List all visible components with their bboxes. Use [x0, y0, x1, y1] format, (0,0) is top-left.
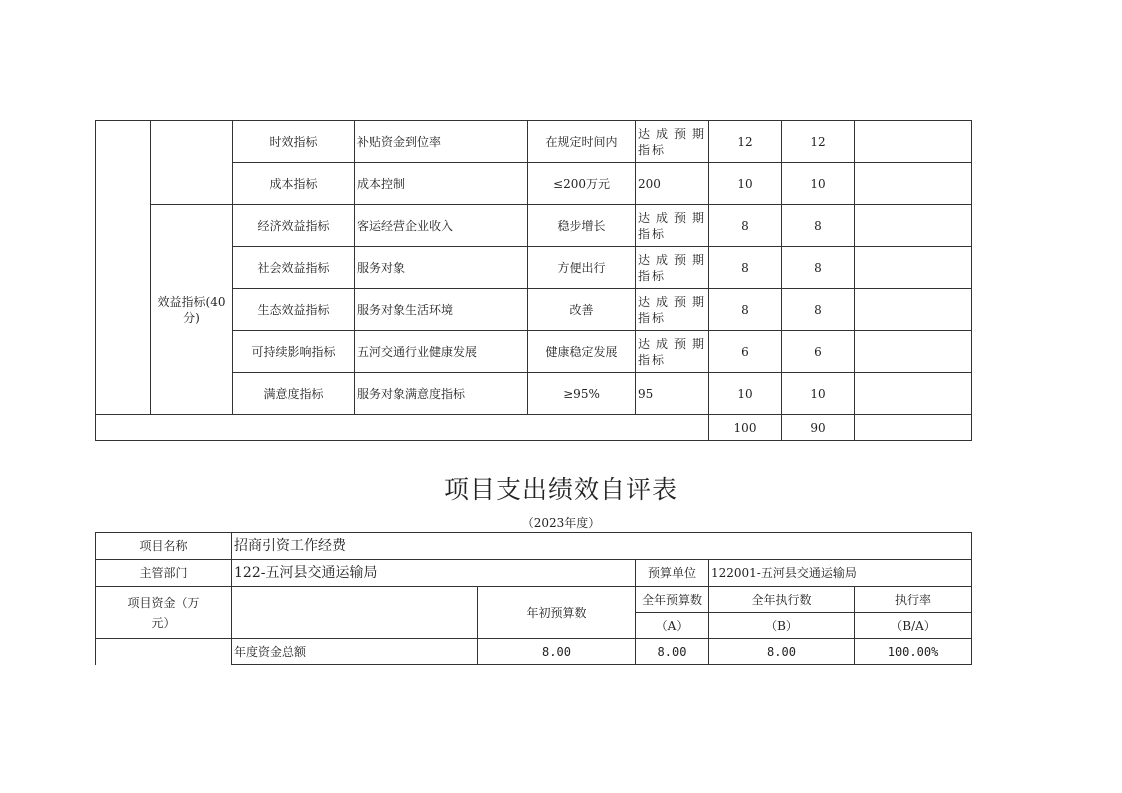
target-cell: 稳步增长: [528, 205, 636, 247]
weight-cell: 10: [709, 163, 782, 205]
weight-cell: 6: [709, 331, 782, 373]
actual-cell: 达成预期指标: [636, 331, 709, 373]
weight-cell: 8: [709, 205, 782, 247]
level3-cell: 服务对象: [355, 247, 528, 289]
note-cell: [855, 163, 972, 205]
fund-label-text: 项目资金（万元）: [127, 595, 200, 630]
col-initial-header: 年初预算数: [478, 587, 636, 639]
note-cell: [855, 121, 972, 163]
level3-cell: 服务对象满意度指标: [355, 373, 528, 415]
dept-value: 122-五河县交通运输局: [232, 560, 636, 587]
target-cell: ≥95%: [528, 373, 636, 415]
target-cell: 改善: [528, 289, 636, 331]
score-cell: 12: [782, 121, 855, 163]
target-cell: ≤200万元: [528, 163, 636, 205]
level3-cell: 成本控制: [355, 163, 528, 205]
fund-label-tail: [96, 639, 232, 665]
table-row: [96, 533, 972, 560]
score-cell: 8: [782, 289, 855, 331]
total-note-cell: [855, 415, 972, 441]
actual-cell: 95: [636, 373, 709, 415]
table-row: [96, 205, 972, 247]
total-rate-value: 100.00%: [855, 639, 972, 665]
level2-cell: 经济效益指标: [233, 205, 355, 247]
actual-cell: 达成预期指标: [636, 205, 709, 247]
project-name-value: 招商引资工作经费: [232, 533, 972, 560]
level3-cell: 客运经营企业收入: [355, 205, 528, 247]
report-year: （2023年度）: [521, 516, 601, 530]
total-weight-cell: 100: [709, 415, 782, 441]
level2-cell: 成本指标: [233, 163, 355, 205]
actual-cell: 200: [636, 163, 709, 205]
total-initial-value: 8.00: [478, 639, 636, 665]
total-annual-value: 8.00: [636, 639, 709, 665]
document-title: 项目支出绩效自评表: [443, 475, 678, 504]
col-exec-sub: （B）: [709, 613, 855, 639]
level2-cell: 生态效益指标: [233, 289, 355, 331]
total-score-cell: 90: [782, 415, 855, 441]
weight-cell: 10: [709, 373, 782, 415]
project-name-label: 项目名称: [96, 533, 232, 560]
indicator-table: [95, 120, 972, 441]
table-row: [96, 587, 972, 613]
total-label-cell: [96, 415, 709, 441]
weight-cell: 12: [709, 121, 782, 163]
col-annual-header: 全年预算数: [636, 587, 709, 613]
table-row: [96, 639, 972, 665]
weight-cell: 8: [709, 247, 782, 289]
level1-cell: [96, 121, 151, 415]
project-info-table: [95, 532, 972, 665]
col-exec-header: 全年执行数: [709, 587, 855, 613]
dept-label: 主管部门: [96, 560, 232, 587]
score-cell: 8: [782, 205, 855, 247]
level2-cell: 满意度指标: [233, 373, 355, 415]
fund-blank-cell: [232, 587, 478, 639]
level3-cell: 服务对象生活环境: [355, 289, 528, 331]
level2-cell: 可持续影响指标: [233, 331, 355, 373]
benefit-group-cell: 效益指标(40分): [151, 205, 233, 415]
score-cell: 10: [782, 373, 855, 415]
level2-cell: 社会效益指标: [233, 247, 355, 289]
table-row: [96, 560, 972, 587]
fund-label: [96, 587, 232, 639]
score-cell: 6: [782, 331, 855, 373]
actual-cell: 达成预期指标: [636, 289, 709, 331]
table-row: [96, 121, 972, 163]
target-cell: 方便出行: [528, 247, 636, 289]
unit-value: 122001-五河县交通运输局: [709, 560, 972, 587]
actual-cell: 达成预期指标: [636, 121, 709, 163]
note-cell: [855, 289, 972, 331]
level3-cell: 五河交通行业健康发展: [355, 331, 528, 373]
note-cell: [855, 205, 972, 247]
target-cell: 健康稳定发展: [528, 331, 636, 373]
total-row-label: 年度资金总额: [232, 639, 478, 665]
level3-cell: 补贴资金到位率: [355, 121, 528, 163]
total-exec-value: 8.00: [709, 639, 855, 665]
actual-cell: 达成预期指标: [636, 247, 709, 289]
score-cell: 8: [782, 247, 855, 289]
col-rate-header: 执行率: [855, 587, 972, 613]
output-group-cell: [151, 121, 233, 205]
note-cell: [855, 331, 972, 373]
note-cell: [855, 373, 972, 415]
col-rate-sub: （B/A）: [855, 613, 972, 639]
unit-label: 预算单位: [636, 560, 709, 587]
level2-cell: 时效指标: [233, 121, 355, 163]
score-cell: 10: [782, 163, 855, 205]
target-cell: 在规定时间内: [528, 121, 636, 163]
col-annual-sub: （A）: [636, 613, 709, 639]
total-row: [96, 415, 972, 441]
weight-cell: 8: [709, 289, 782, 331]
note-cell: [855, 247, 972, 289]
